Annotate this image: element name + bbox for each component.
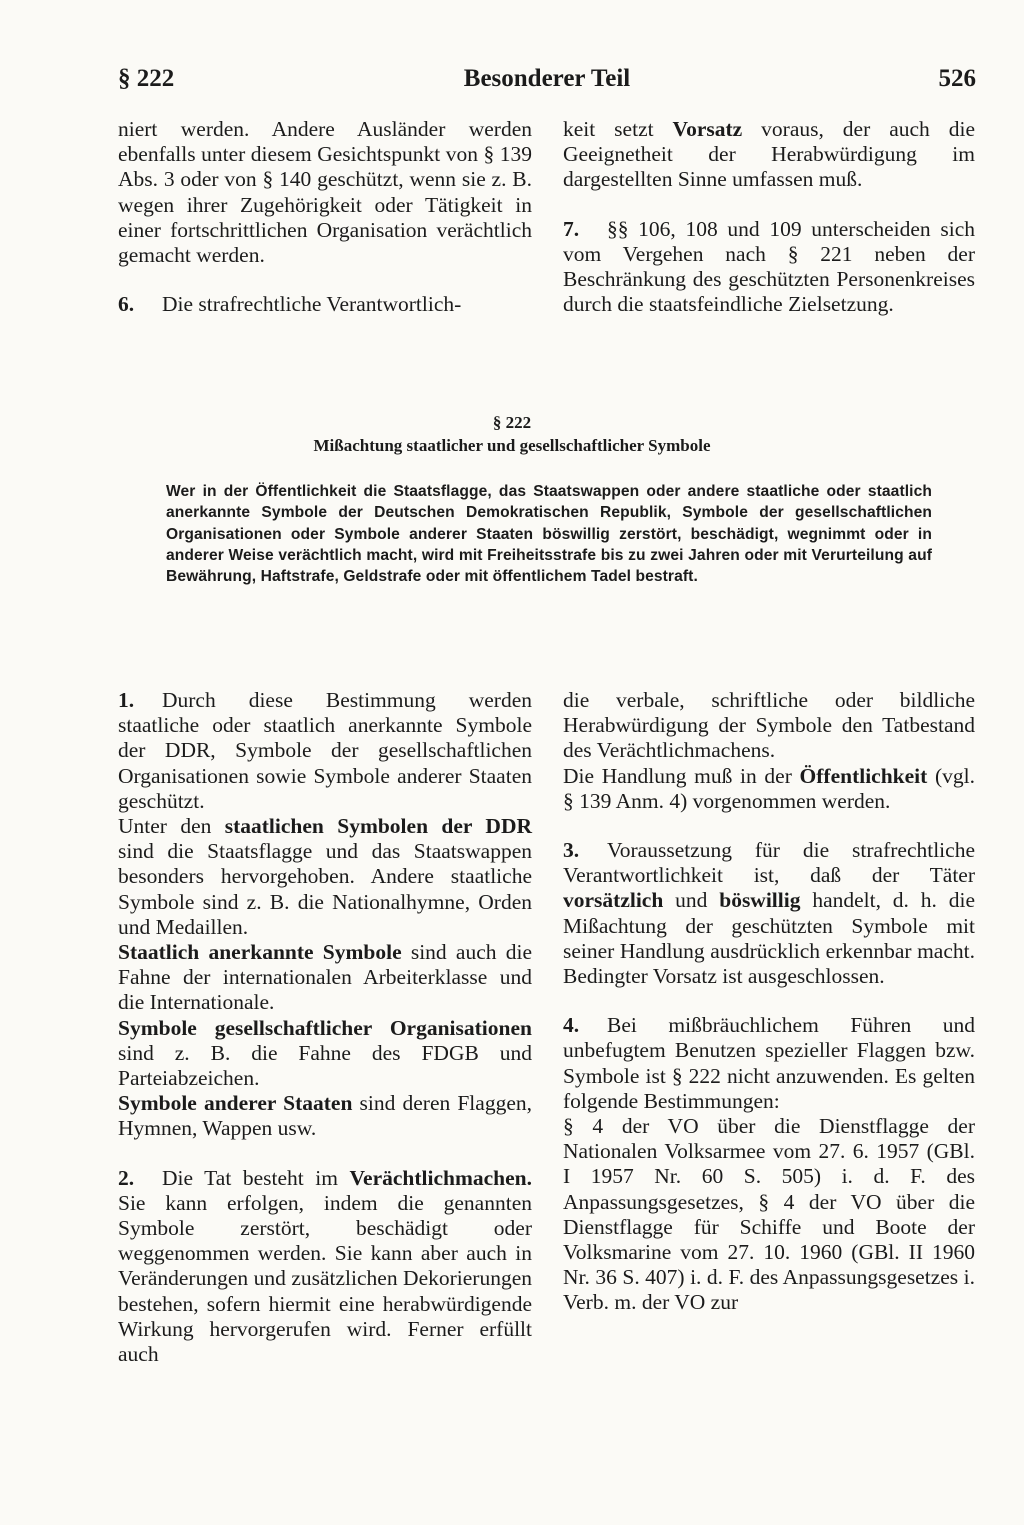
commentary-right-column	[563, 688, 975, 1316]
paragraph-number: 7.	[563, 216, 580, 241]
commentary-left-column	[118, 688, 532, 1367]
paragraph: Unter den staatlichen Symbolen der DDR sind die Staatsflagge und das Staatswappen besonders hervorgehoben. Andere staatliche Symbole sind z. B. die Nationalhymne, Orden und Medaillen.	[118, 814, 532, 939]
header-title: Besonderer Teil	[463, 65, 631, 92]
paragraph: Staatlich anerkannte Symbole sind auch die Fahne der internationalen Arbeiterklasse und die Internationale.	[118, 940, 532, 1015]
paragraph: 1. Durch diese Bestimmung werden staatliche oder staatlich anerkannte Symbole der DDR, Symbole der gesellschaftlichen Organisationen sowie Symbole anderer Staaten geschützt.	[118, 688, 532, 813]
paragraph: Symbole anderer Staaten sind deren Flaggen, Hymnen, Wappen usw.	[118, 1091, 532, 1141]
paragraph-number: 4.	[563, 1013, 580, 1038]
statute-title: Mißachtung staatlicher und gesellschaftlicher Symbole	[313, 436, 711, 455]
paragraph: 6. Die strafrechtliche Verantwortlich-	[118, 292, 462, 317]
paragraph: Die Handlung muß in der Öffentlichkeit (vgl. § 139 Anm. 4) vorgenommen werden.	[563, 763, 975, 813]
paragraph-number: 2.	[118, 1165, 135, 1190]
top-left-column	[118, 117, 532, 317]
paragraph: 2. Die Tat besteht im Verächtlichmachen. Sie kann erfolgen, indem die genannten Symbole zerstört, beschädigt oder weggenommen werden. Sie kann aber auch in Veränderungen und zusätzlichen Dekorierungen bestehen, sofern hiermit eine herabwürdigende Wirkung hervorgerufen wird. Ferner erfüllt auch	[118, 1165, 532, 1367]
paragraph: Symbole gesellschaftlicher Organisationen sind z. B. die Fahne des FDGB und Parteiabzeichen.	[118, 1015, 532, 1091]
statute-text: Wer in der Öffentlichkeit die Staatsflagge, das Staatswappen oder andere staatliche oder staatlich anerkannte Symbole der Deutschen Demokratischen Republik, Symbole der gesellschaftlichen Organisationen oder Symbole anderer Staaten böswillig zerstört, beschädigt, wegnimmt oder in anderer Weise verächtlich macht, wird mit Freiheitsstrafe bis zu zwei Jahren oder mit Verurteilung auf Bewährung, Haftstrafe, Geldstrafe oder mit öffentlichem Tadel bestraft.	[166, 483, 932, 586]
paragraph: 7. §§ 106, 108 und 109 unterscheiden sich vom Vergehen nach § 221 neben der Beschränkung des geschützten Personenkreises durch die staatsfeindliche Zielsetzung.	[563, 216, 975, 317]
paragraph: 4. Bei mißbräuchlichem Führen und unbefugtem Benutzen spezieller Flaggen bzw. Symbole ist § 222 nicht anzuwenden. Es gelten folgende Bestimmungen:	[563, 1013, 975, 1113]
header-section: § 222	[118, 65, 175, 92]
paragraph-number: 3.	[563, 838, 580, 863]
paragraph: § 4 der VO über die Dienstflagge der Nationalen Volksarmee vom 27. 6. 1957 (GBl. I 1957 Nr. 60 S. 505) i. d. F. des Anpassungsgesetzes, § 4 der VO über die Dienstflagge für Schiffe und Boote der Volksmarine vom 27. 10. 1960 (GBl. II 1960 Nr. 36 S. 407) i. d. F. des Anpassungsgesetzes i. Verb. m. der VO zur	[563, 1114, 975, 1315]
paragraph: die verbale, schriftliche oder bildliche Herabwürdigung der Symbole den Tatbestand des Verächtlichmachens.	[563, 688, 975, 763]
paragraph: keit setzt Vorsatz voraus, der auch die Geeignetheit der Herabwürdigung im dargestellten Sinne umfassen muß.	[563, 117, 976, 192]
top-right-column	[563, 117, 975, 317]
page-number: 526	[938, 65, 976, 92]
paragraph: niert werden. Andere Ausländer werden ebenfalls unter diesem Gesichtspunkt von § 139 Abs. 3 oder von § 140 geschützt, wenn sie z. B. wegen ihrer Zugehörigkeit oder Tätigkeit in einer fortschrittlichen Organisation verächtlich gemacht werden.	[118, 117, 532, 268]
paragraph-number: 1.	[118, 688, 135, 712]
statute-number: § 222	[492, 413, 532, 432]
paragraph: 3. Voraussetzung für die strafrechtliche Verantwortlichkeit ist, daß der Täter vorsätzlich und böswillig handelt, d. h. die Mißachtung der geschützten Symbole mit seiner Handlung ausdrücklich erkennbar macht. Bedingter Vorsatz ist ausgeschlossen.	[563, 838, 975, 989]
paragraph-number: 6.	[118, 292, 135, 317]
running-header	[118, 62, 976, 96]
